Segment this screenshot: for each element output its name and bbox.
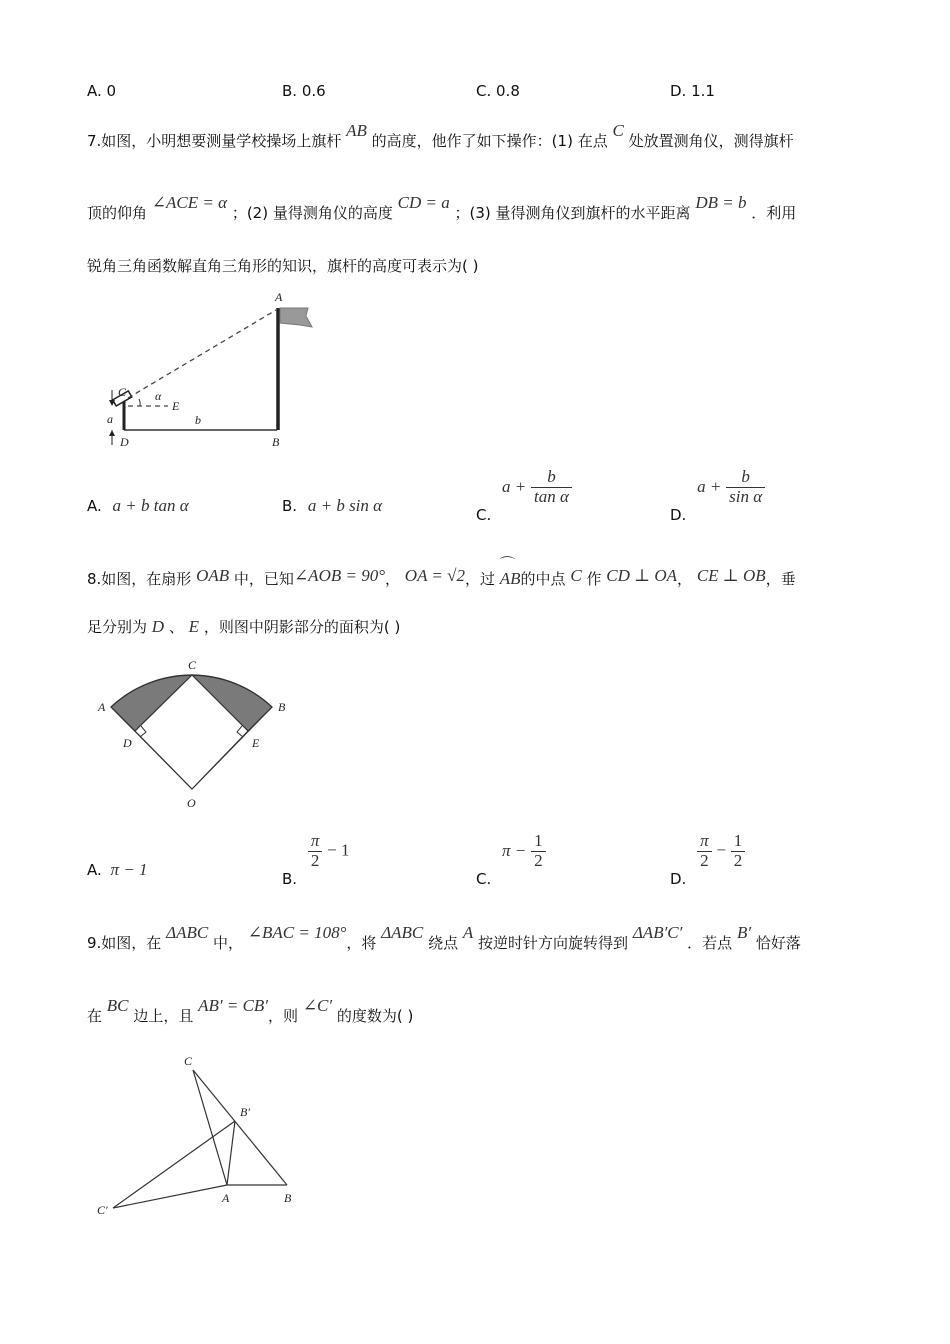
option-fraction: $\frac{\pi}{2}$ [308,832,323,870]
q8-math: ∠AOB = 90° [293,566,385,585]
q9-text: 中， [212,934,243,952]
q6-option-d: D. 1.1 [670,82,715,100]
option-fraction: $\frac{1}{2}$ [531,832,546,870]
q8-text: 中，已知 [233,570,294,588]
q7-line-2 [87,193,797,223]
option-label: D. [670,505,687,524]
label-a: A [98,700,106,714]
option-expression: − 1 [327,840,350,860]
segment-b-prime-c-prime [113,1121,235,1208]
q9-math: ΔABC [381,923,424,942]
label-a-height: a [107,412,113,426]
label-o: O [187,796,196,810]
q8-text: ， [385,570,401,588]
label-c-prime: C′ [97,1203,108,1217]
q7-option-d [670,467,765,524]
q8-math: OA = √2 [404,566,465,585]
label-b-point: B [272,435,280,449]
q7-text: 处放置测角仪，测得旗杆 [628,132,794,150]
q8-math: E [188,617,200,636]
label-a: A [275,290,283,304]
q8-line-2 [87,616,400,637]
q9-text: ，将 [346,934,377,952]
q8-math: CE ⊥ OB [696,566,766,585]
q7-text: 顶的仰角 [87,204,148,222]
sight-line-ca [128,310,276,398]
q9-text: 的度数为( ) [336,1007,414,1025]
option-fraction: $\frac{1}{2}$ [731,832,746,870]
label-e: E [252,736,260,750]
arc-mark-icon: ⌒ [499,557,515,573]
q9-text: 在 [87,1007,103,1025]
q8-option-d [670,831,745,888]
q6-option-a: A. 0 [87,82,117,100]
q8-arc-ab: ⌒ AB [500,569,521,589]
label-alpha: α [155,389,162,403]
label-d: D [123,736,132,750]
q8-math: D [151,617,165,636]
option-label: C. [476,869,492,888]
q8-text: ，垂 [765,570,796,588]
label-b: b [195,413,201,427]
q7-option-a [87,496,189,516]
q8-text: 足分别为 [87,618,148,636]
q9-triangle-figure [90,1050,310,1220]
option-fraction: $\frac{\pi}{2}$ [697,832,712,870]
segment-ca [193,1070,227,1185]
q9-text: 恰好落 [755,934,801,952]
q9-math: BC [106,996,129,1015]
q7-math: CD = a [397,193,450,212]
q9-text: 绕点 [428,934,459,952]
q7-math: DB = b [695,193,747,212]
q6-option-c: C. 0.8 [476,82,520,100]
q8-text: 的中点 [520,570,566,588]
q8-text: 作 [586,570,602,588]
q7-math: C [612,121,624,140]
label-b: B [284,1191,292,1205]
q9-text: 边上，且 [133,1007,194,1025]
q8-text: ，过 [464,570,495,588]
q7-math: ∠ACE = α [151,193,228,212]
q9-math: ΔAB′C′ [632,923,683,942]
option-expression: − [716,840,727,860]
q7-text: ；(2) 量得测角仪的高度 [231,204,393,222]
label-c: C [188,658,197,672]
q8-option-a [87,860,148,880]
q8-text: ，则图中阴影部分的面积为( ) [203,618,401,636]
q7-option-b [282,496,382,516]
q9-text: ．若点 [687,934,733,952]
segment-ab-prime [227,1121,235,1185]
q9-text: 9.如图，在 [87,934,162,952]
q7-text: 的高度，他作了如下操作：(1) 在点 [371,132,608,150]
q8-line-1 [87,557,796,589]
q9-line-1 [87,923,801,953]
option-expression: a + b tan α [112,496,189,515]
q7-line-3: 锐角三角函数解直角三角形的知识，旗杆的高度可表示为( ) [87,257,479,275]
q7-line-1 [87,121,794,151]
angle-alpha-arc [139,399,140,406]
q9-text: ，则 [268,1007,299,1025]
label-c: C [118,385,127,399]
option-label: C. [476,505,492,524]
label-b-prime: B′ [240,1105,250,1119]
q8-option-b [282,831,350,888]
q7-text: 7.如图，小明想要测量学校操场上旗杆 [87,132,342,150]
option-label: B. [282,497,298,515]
q8-math: OAB [196,566,230,585]
q8-option-c [476,831,546,888]
option-expression: π − [502,840,527,860]
segment-cb [193,1070,287,1185]
option-fraction: $\frac{b}{\text{tan α}}$ [531,468,572,506]
q8-text: 、 [168,618,184,636]
flag-shape [280,308,312,327]
q9-math: B′ [736,923,752,942]
q8-text: 8.如图，在扇形 [87,570,192,588]
q9-line-2 [87,996,414,1026]
option-expression: a + [502,476,527,496]
option-label: A. [87,497,102,515]
q8-math: CD ⊥ OA [606,566,678,585]
q7-text: ；(3) 量得测角仪到旗杆的水平距离 [454,204,691,222]
q9-math: ΔABC [166,923,209,942]
option-label: A. [87,861,102,879]
label-d: D [120,435,129,449]
option-expression: a + [697,476,722,496]
q9-math: ∠C′ [302,996,333,1015]
label-e: E [172,399,180,413]
option-label: B. [282,869,298,888]
option-expression: a + b sin α [307,496,383,515]
arrowhead-up-icon [109,430,115,436]
q9-math: A [462,923,474,942]
q9-text: 按逆时针方向旋转得到 [478,934,629,952]
q8-sector-figure [90,655,300,815]
option-expression: π − 1 [110,860,148,879]
q6-option-b: B. 0.6 [282,82,326,100]
label-b: B [278,700,286,714]
q9-math: AB′ = CB′ [198,996,269,1015]
label-a: A [222,1191,230,1205]
option-fraction: $\frac{b}{\text{sin α}}$ [726,468,765,506]
label-c: C [184,1054,193,1068]
q7-math: AB [346,121,367,140]
q7-option-c [476,467,572,524]
q7-text: ．利用 [751,204,797,222]
q8-text: ， [677,570,693,588]
option-label: D. [670,869,687,888]
q8-math: C [570,566,582,585]
q9-math: ∠BAC = 108° [247,923,347,942]
q7-flagpole-figure [100,285,330,455]
